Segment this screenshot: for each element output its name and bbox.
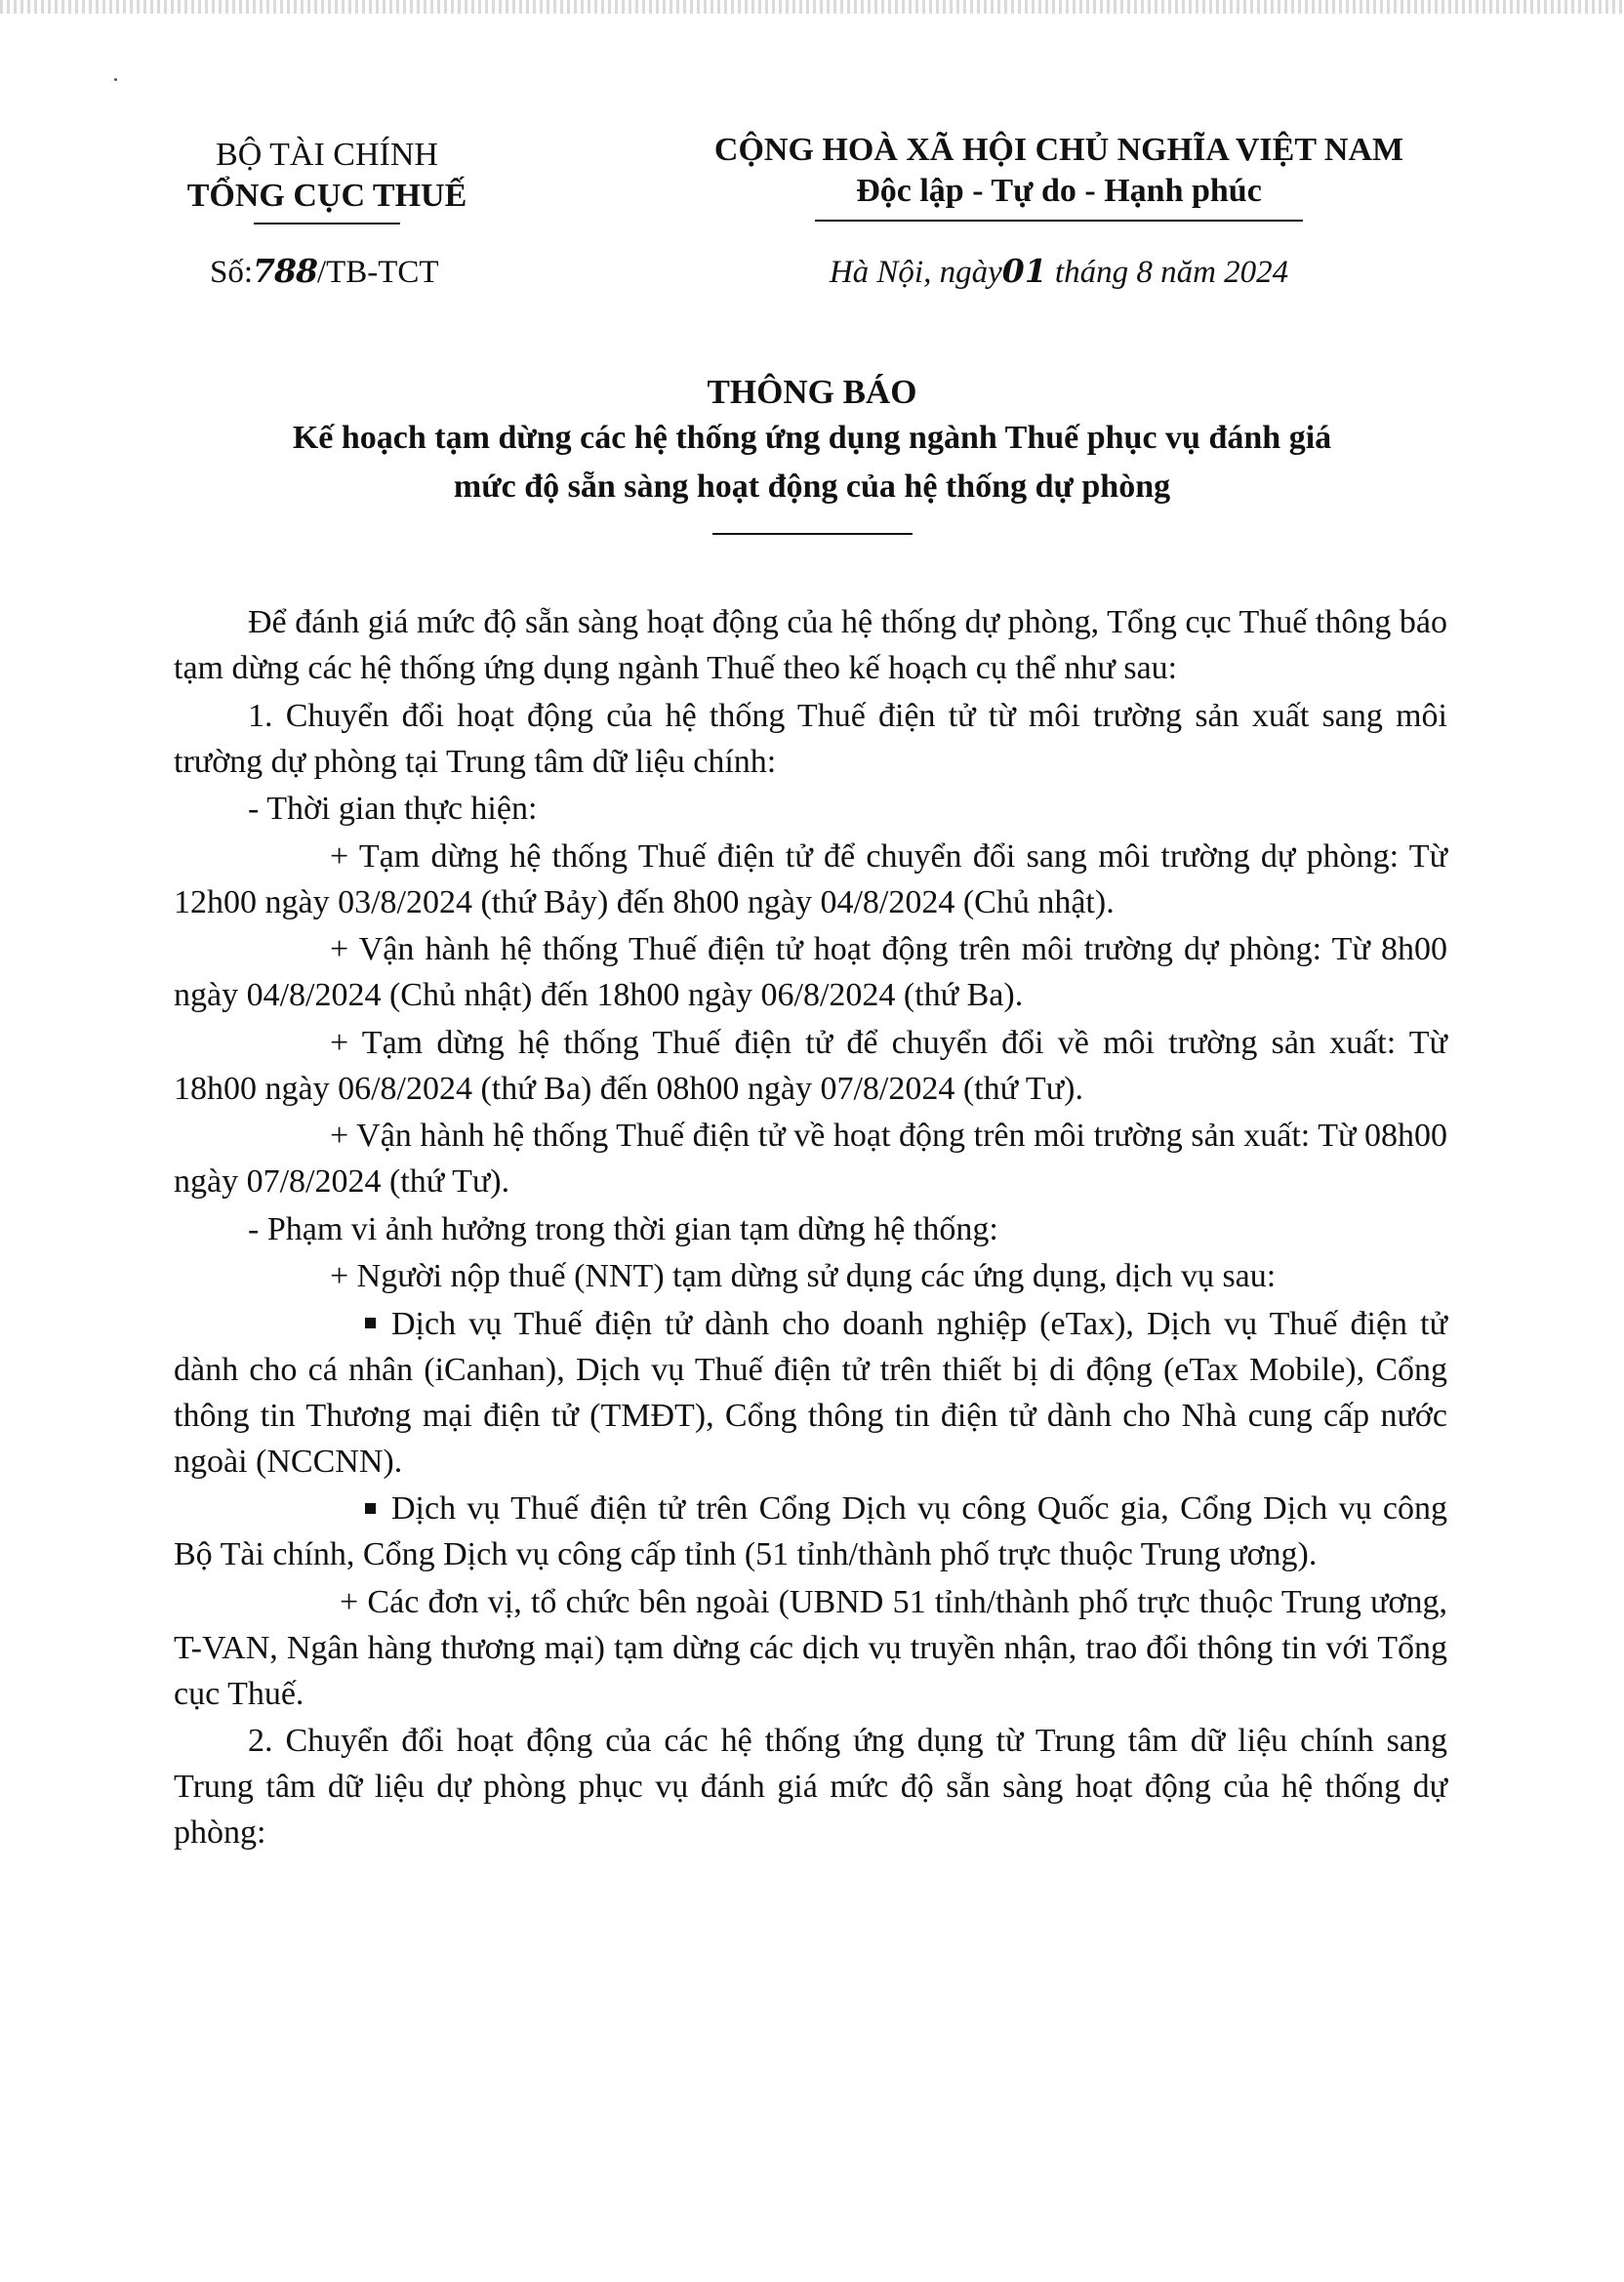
square-bullet-icon [365,1503,376,1514]
time-item: + Tạm dừng hệ thống Thuế điện tử để chuyển đổi về môi trường sản xuất: Từ 18h00 ngày 06/8/2024 (thứ Ba) đến 08h00 ngày 07/8/2024 (thứ Tư). [174,1024,1447,1107]
scope-external-item: + Các đơn vị, tổ chức bên ngoài (UBND 51 tỉnh/thành phố trực thuộc Trung ương, T-VAN, Ngân hàng thương mại) tạm dừng các dịch vụ truyền nhận, trao đổi thông tin với Tổng cục Thuế. [174,1583,1447,1712]
motto-underline [815,220,1303,222]
scan-edge-artifact [0,0,1624,14]
issuer-block [166,135,488,224]
time-item: + Vận hành hệ thống Thuế điện tử hoạt động trên môi trường dự phòng: Từ 8h00 ngày 04/8/2024 (Chủ nhật) đến 18h00 ngày 06/8/2024 (thứ Ba). [174,931,1447,1013]
scope-heading: - Phạm vi ảnh hưởng trong thời gian tạm dừng hệ thống: [248,1210,998,1247]
national-header [683,130,1435,222]
doc-number-suffix: /TB-TCT [316,255,439,290]
section-1-heading: 1. Chuyển đổi hoạt động của hệ thống Thuế điện tử từ môi trường sản xuất sang môi trường dự phòng tại Trung tâm dữ liệu chính: [174,697,1447,780]
date-prefix: Hà Nội, ngày [829,255,1002,290]
square-bullet-icon [365,1318,376,1328]
national-motto: Độc lập - Tự do - Hạnh phúc [856,173,1262,209]
date-suffix: tháng 8 năm 2024 [1054,255,1289,290]
department-name: TỔNG CỤC THUẾ [186,178,467,214]
service-item [174,1486,1447,1577]
scan-speck [114,78,117,81]
time-item: + Vận hành hệ thống Thuế điện tử về hoạt động trên môi trường sản xuất: Từ 08h00 ngày 07/8/2024 (thứ Tư). [174,1118,1447,1200]
doc-number-prefix: Số: [210,255,254,290]
service-item [174,1301,1447,1485]
section-2-heading: 2. Chuyển đổi hoạt động của các hệ thống ứng dụng từ Trung tâm dữ liệu chính sang Trung tâm dữ liệu dự phòng phục vụ đánh giá mức độ sẵn sàng hoạt động của hệ thống dự phòng: [174,1723,1447,1851]
service-item-text: Dịch vụ Thuế điện tử dành cho doanh nghiệp (eTax), Dịch vụ Thuế điện tử dành cho cá nhân (iCanhan), Dịch vụ Thuế điện tử trên thiết bị di động (eTax Mobile), Cổng thông tin Thương mại điện tử (TMĐT), Cổng thông tin điện tử dành cho Nhà cung cấp nước ngoài (NCCNN). [174,1305,1447,1480]
time-heading: - Thời gian thực hiện: [248,791,538,827]
scope-taxpayer-item: + Người nộp thuế (NNT) tạm dừng sử dụng các ứng dụng, dịch vụ sau: [330,1258,1277,1294]
document-type: THÔNG BÁO [707,373,917,411]
date-day-handwritten: 01 [1001,252,1047,290]
intro-paragraph: Để đánh giá mức độ sẵn sàng hoạt động của hệ thống dự phòng, Tổng cục Thuế thông báo tạm dừng các hệ thống ứng dụng ngành Thuế theo kế hoạch cụ thể như sau: [174,604,1447,686]
service-item-text: Dịch vụ Thuế điện tử trên Cổng Dịch vụ công Quốc gia, Cổng Dịch vụ công Bộ Tài chính, Cổng Dịch vụ công cấp tỉnh (51 tỉnh/thành phố trực thuộc Trung ương). [174,1490,1447,1572]
document-subject-line-2: mức độ sẵn sàng hoạt động của hệ thống dự phòng [453,469,1171,505]
ministry-name: BỘ TÀI CHÍNH [216,137,438,173]
document-number [210,252,439,291]
country-name: CỘNG HOÀ XÃ HỘI CHỦ NGHĨA VIỆT NAM [713,132,1404,168]
document-date [683,252,1435,291]
issuer-underline [254,223,400,224]
document-title-block [137,371,1487,535]
document-body [174,599,1447,1857]
title-underline [712,533,913,535]
doc-number-handwritten: 788 [253,252,317,290]
time-item: + Tạm dừng hệ thống Thuế điện tử để chuyển đổi sang môi trường dự phòng: Từ 12h00 ngày 03/8/2024 (thứ Bảy) đến 8h00 ngày 04/8/2024 (Chủ nhật). [174,837,1447,920]
document-subject-line-1: Kế hoạch tạm dừng các hệ thống ứng dụng ngành Thuế phục vụ đánh giá [292,420,1332,456]
